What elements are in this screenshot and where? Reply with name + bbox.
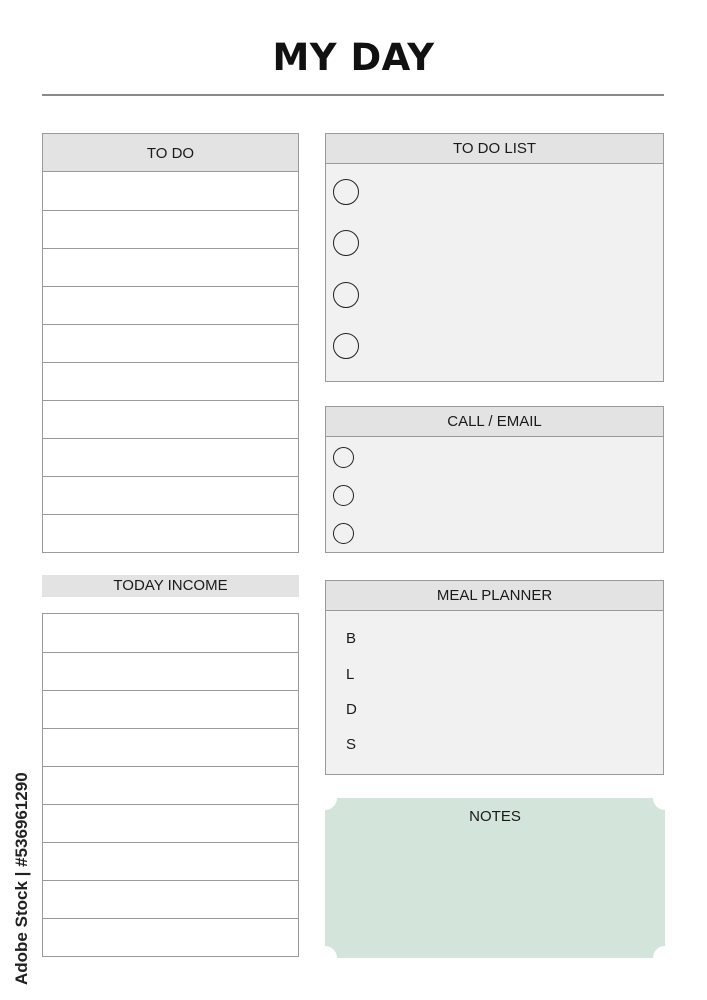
call-email-checkbox[interactable] [333,485,354,506]
today-income-header: TODAY INCOME [42,575,299,597]
todo-list-checkbox[interactable] [333,282,359,308]
todo-panel [42,133,299,553]
todo-list-checkbox[interactable] [333,333,359,359]
call-email-header: CALL / EMAIL [326,407,663,437]
todo-row[interactable] [43,210,298,248]
income-row[interactable] [43,918,298,956]
meal-breakfast-label: B [346,630,357,647]
income-row[interactable] [43,728,298,766]
todo-row[interactable] [43,324,298,362]
todo-row[interactable] [43,362,298,400]
title-divider [42,94,664,96]
page-title: MY DAY [272,36,435,79]
todo-list-panel [325,133,664,382]
income-row[interactable] [43,842,298,880]
income-row[interactable] [43,804,298,842]
todo-row[interactable] [43,438,298,476]
todo-row[interactable] [43,286,298,324]
call-email-checkbox[interactable] [333,447,354,468]
income-row[interactable] [43,652,298,690]
todo-row[interactable] [43,248,298,286]
todo-row[interactable] [43,514,298,552]
todo-rows [43,172,298,552]
today-income-panel [42,613,299,957]
stock-credit: Adobe Stock | #536961290 [12,772,31,985]
meal-planner-header: MEAL PLANNER [326,581,663,611]
todo-row[interactable] [43,400,298,438]
notes-label: NOTES [469,808,521,825]
income-row[interactable] [43,690,298,728]
call-email-panel [325,406,664,553]
income-row[interactable] [43,880,298,918]
call-email-checkbox[interactable] [333,523,354,544]
income-row[interactable] [43,614,298,652]
todo-list-checkbox[interactable] [333,230,359,256]
today-income-rows [43,614,298,956]
todo-row[interactable] [43,476,298,514]
meal-dinner-label: D [346,701,357,718]
todo-list-checkbox[interactable] [333,179,359,205]
meal-snack-label: S [346,736,357,753]
meal-lunch-label: L [346,666,355,683]
income-row[interactable] [43,766,298,804]
todo-list-header: TO DO LIST [326,134,663,164]
notes-panel [325,798,665,958]
meal-planner-panel [325,580,664,775]
todo-header: TO DO [43,134,298,172]
todo-row[interactable] [43,172,298,210]
